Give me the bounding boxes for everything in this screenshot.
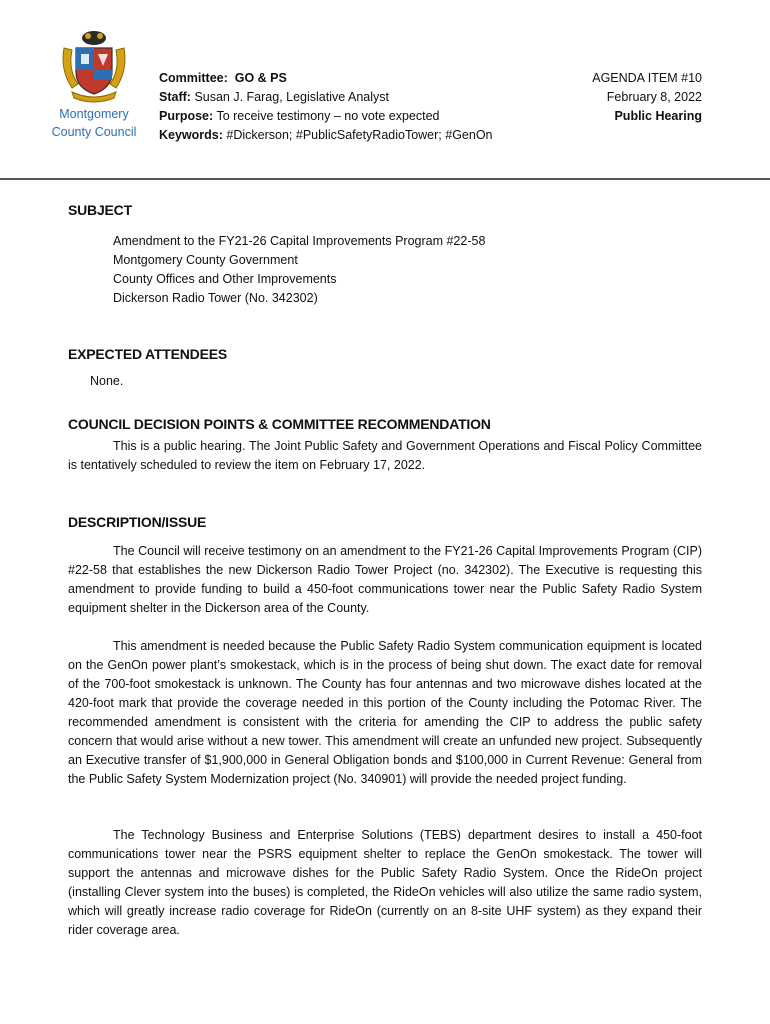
council-name-line2: County Council — [51, 125, 137, 139]
agenda-date: February 8, 2022 — [606, 90, 702, 104]
keywords-label: Keywords: — [159, 128, 223, 142]
staff-label: Staff: — [159, 90, 191, 104]
description-paragraph-1: The Council will receive testimony on an amendment to the FY21-26 Capital Improvements Program (CIP) #22-58 that establishes the new Dickerson Radio Tower Project (no. 342302). The Executive is requesting this amendment to provide funding to build a 450-foot communications tower near the Public Safety Radio System equipment shelter in the Dickerson area of the County. — [68, 544, 702, 615]
purpose-value: To receive testimony – no vote expected — [216, 109, 440, 123]
committee-line — [159, 69, 493, 88]
description-paragraph-3: The Technology Business and Enterprise Solutions (TEBS) department desires to install a 450-foot communications tower near the PSRS equipment shelter to replace the GenOn smokestack. The tower will support the antennas and microwave dishes for the Public Safety Radio System. Once the RideOn project (installing Clever system into the buses) is completed, the RideOn vehicles will also utilize the same radio system, which will greatly increase radio coverage for RideOn (currently on an 8-site UHF system) as they expand their rider coverage area. — [68, 828, 702, 937]
agenda-info — [592, 69, 702, 126]
subject-heading: SUBJECT — [68, 202, 132, 218]
agenda-type: Public Hearing — [614, 109, 702, 123]
attendees-text: None. — [90, 374, 124, 388]
description-paragraph-2: This amendment is needed because the Public Safety Radio System communication equipment is located on the GenOn power plant’s smokestack, which is in the process of being shut down. The exact date for removal of the 700-foot smokestack is unknown. The County has four antennas and two microwave dishes located at the 420-foot mark that provide the coverage needed in this portion of the County including the Potomac River. The recommended amendment is consistent with the criteria for amending the CIP to address the public safety concern that would arise without a new tower. This amendment will create an unfunded new project. Subsequently an Executive transfer of $1,900,000 in General Obligation bonds and $100,000 in Current Revenue: General from the Public Safety System Modernization project (No. 340901) will provide the needed project funding. — [68, 639, 702, 786]
subject-line: Dickerson Radio Tower (No. 342302) — [113, 291, 318, 305]
keywords-value: #Dickerson; #PublicSafetyRadioTower; #GenOn — [226, 128, 493, 142]
county-seal-icon — [58, 26, 130, 104]
council-logo — [44, 26, 144, 140]
decision-heading: COUNCIL DECISION POINTS & COMMITTEE RECOMMENDATION — [68, 416, 491, 432]
subject-line: Montgomery County Government — [113, 253, 298, 267]
memo-meta — [159, 69, 493, 145]
staff-value: Susan J. Farag, Legislative Analyst — [194, 90, 389, 104]
staff-line — [159, 88, 493, 107]
purpose-label: Purpose: — [159, 109, 214, 123]
attendees-heading: EXPECTED ATTENDEES — [68, 346, 227, 362]
committee-value: GO & PS — [234, 71, 287, 85]
council-name-line1: Montgomery — [59, 107, 129, 121]
subject-line: County Offices and Other Improvements — [113, 272, 337, 286]
keywords-line — [159, 126, 493, 145]
purpose-line — [159, 107, 493, 126]
subject-line: Amendment to the FY21-26 Capital Improvements Program #22-58 — [113, 234, 486, 248]
header-divider — [0, 178, 770, 180]
agenda-item: AGENDA ITEM #10 — [592, 71, 702, 85]
subject-lines — [113, 232, 485, 308]
decision-paragraph: This is a public hearing. The Joint Public Safety and Government Operations and Fiscal Policy Committee is tentatively scheduled to review the item on February 17, 2022. — [68, 439, 702, 472]
description-heading: DESCRIPTION/ISSUE — [68, 514, 207, 530]
committee-label: Committee: — [159, 71, 228, 85]
